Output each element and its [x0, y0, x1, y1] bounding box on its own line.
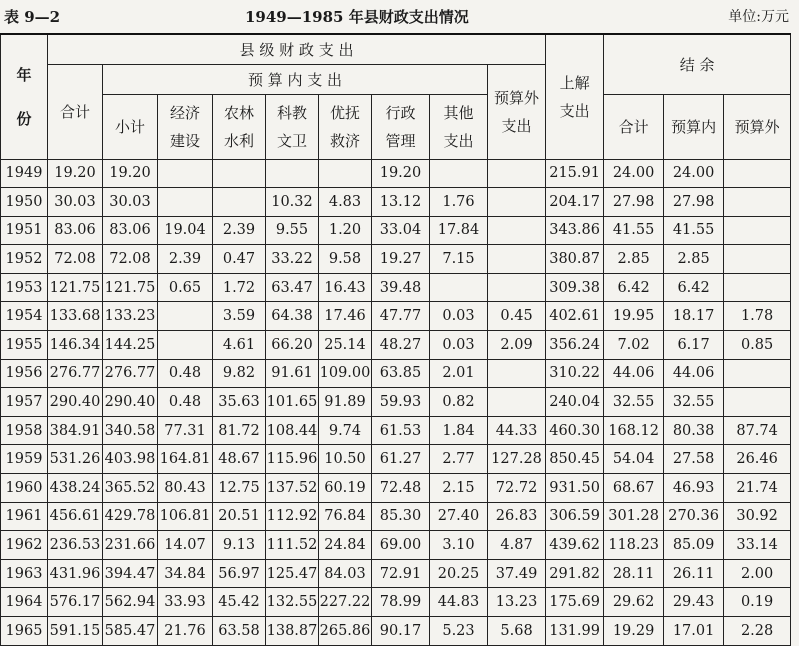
- table-cell: 215.91: [546, 159, 604, 188]
- table-cell: 265.86: [319, 617, 372, 646]
- table-cell: [488, 273, 546, 302]
- table-cell: 1.20: [319, 216, 372, 245]
- table-cell: 39.48: [372, 273, 430, 302]
- balance-extra-header: 预算外: [724, 94, 791, 159]
- table-cell: 168.12: [604, 416, 664, 445]
- table-cell: 112.92: [266, 502, 319, 531]
- table-cell: 21.74: [724, 474, 791, 503]
- year-cell: 1949: [1, 159, 48, 188]
- table-cell: 431.96: [48, 559, 103, 588]
- year-cell: 1958: [1, 416, 48, 445]
- table-cell: 2.09: [488, 331, 546, 360]
- year-cell: 1953: [1, 273, 48, 302]
- table-cell: 19.20: [48, 159, 103, 188]
- table-cell: 5.23: [430, 617, 488, 646]
- table-cell: 17.84: [430, 216, 488, 245]
- table-cell: 4.83: [319, 188, 372, 217]
- table-cell: 64.38: [266, 302, 319, 331]
- table-cell: 69.00: [372, 531, 430, 560]
- table-cell: [488, 388, 546, 417]
- table-cell: 403.98: [103, 445, 158, 474]
- agri-header-line1: 农林: [223, 103, 254, 122]
- table-cell: 72.91: [372, 559, 430, 588]
- table-cell: [488, 216, 546, 245]
- table-cell: 13.23: [488, 588, 546, 617]
- table-cell: 78.99: [372, 588, 430, 617]
- table-cell: 5.68: [488, 617, 546, 646]
- sci-header: [266, 94, 319, 159]
- table-cell: 133.68: [48, 302, 103, 331]
- econ-header: [158, 94, 213, 159]
- table-cell: [488, 245, 546, 274]
- table-cell: 21.76: [158, 617, 213, 646]
- table-cell: 365.52: [103, 474, 158, 503]
- table-cell: 87.74: [724, 416, 791, 445]
- table-cell: 9.58: [319, 245, 372, 274]
- table-cell: 118.23: [604, 531, 664, 560]
- table-cell: 37.49: [488, 559, 546, 588]
- table-cell: 106.81: [158, 502, 213, 531]
- table-cell: 2.39: [213, 216, 266, 245]
- table-cell: 2.15: [430, 474, 488, 503]
- table-title: 1949—1985 年县财政支出情况: [245, 8, 469, 26]
- table-row: [1, 474, 791, 503]
- table-row: [1, 216, 791, 245]
- table-cell: 9.13: [213, 531, 266, 560]
- table-cell: 227.22: [319, 588, 372, 617]
- table-row: [1, 531, 791, 560]
- table-cell: 91.61: [266, 359, 319, 388]
- table-cell: 48.27: [372, 331, 430, 360]
- table-cell: [724, 159, 791, 188]
- table-cell: 44.83: [430, 588, 488, 617]
- table-cell: 60.19: [319, 474, 372, 503]
- table-cell: [158, 159, 213, 188]
- table-cell: 20.25: [430, 559, 488, 588]
- table-cell: 44.33: [488, 416, 546, 445]
- table-cell: [724, 245, 791, 274]
- county-fiscal-header: 县 级 财 政 支 出: [48, 34, 546, 64]
- table-cell: 26.46: [724, 445, 791, 474]
- table-cell: 144.25: [103, 331, 158, 360]
- table-cell: 164.81: [158, 445, 213, 474]
- table-cell: 63.47: [266, 273, 319, 302]
- table-cell: 850.45: [546, 445, 604, 474]
- table-cell: 343.86: [546, 216, 604, 245]
- table-body: [1, 159, 791, 645]
- table-cell: 44.06: [604, 359, 664, 388]
- table-cell: 17.01: [664, 617, 724, 646]
- year-cell: 1963: [1, 559, 48, 588]
- table-cell: 270.36: [664, 502, 724, 531]
- table-cell: 301.28: [604, 502, 664, 531]
- table-cell: [724, 188, 791, 217]
- table-cell: 66.20: [266, 331, 319, 360]
- table-cell: 19.27: [372, 245, 430, 274]
- table-cell: 63.85: [372, 359, 430, 388]
- table-cell: 45.42: [213, 588, 266, 617]
- table-cell: 72.08: [48, 245, 103, 274]
- table-cell: 394.47: [103, 559, 158, 588]
- table-cell: 121.75: [48, 273, 103, 302]
- table-cell: 456.61: [48, 502, 103, 531]
- extra-budget-header: [488, 64, 546, 159]
- table-cell: 10.32: [266, 188, 319, 217]
- table-cell: 6.42: [664, 273, 724, 302]
- table-cell: 9.74: [319, 416, 372, 445]
- table-cell: 20.51: [213, 502, 266, 531]
- year-cell: 1961: [1, 502, 48, 531]
- table-cell: 146.34: [48, 331, 103, 360]
- table-cell: [488, 188, 546, 217]
- table-row: [1, 416, 791, 445]
- table-cell: 3.10: [430, 531, 488, 560]
- year-header-top: 年: [16, 65, 32, 84]
- table-cell: 59.93: [372, 388, 430, 417]
- table-row: [1, 588, 791, 617]
- table-cell: 931.50: [546, 474, 604, 503]
- table-cell: 30.92: [724, 502, 791, 531]
- admin-header-line2: 管理: [385, 131, 416, 150]
- table-cell: 380.87: [546, 245, 604, 274]
- table-cell: 19.20: [372, 159, 430, 188]
- table-cell: [488, 359, 546, 388]
- table-cell: 2.39: [158, 245, 213, 274]
- table-cell: 25.14: [319, 331, 372, 360]
- table-cell: 33.14: [724, 531, 791, 560]
- table-cell: [724, 273, 791, 302]
- table-row: [1, 445, 791, 474]
- table-cell: 6.42: [604, 273, 664, 302]
- table-cell: 276.77: [103, 359, 158, 388]
- table-cell: 27.40: [430, 502, 488, 531]
- table-cell: 101.65: [266, 388, 319, 417]
- table-cell: 7.15: [430, 245, 488, 274]
- table-cell: 54.04: [604, 445, 664, 474]
- table-cell: 402.61: [546, 302, 604, 331]
- year-cell: 1964: [1, 588, 48, 617]
- other-header-line1: 其他: [443, 103, 474, 122]
- table-cell: [488, 159, 546, 188]
- table-row: [1, 302, 791, 331]
- table-cell: 76.84: [319, 502, 372, 531]
- table-cell: 24.84: [319, 531, 372, 560]
- table-row: [1, 245, 791, 274]
- remit-header-line2: 支出: [559, 101, 590, 120]
- table-cell: 0.65: [158, 273, 213, 302]
- table-cell: [213, 188, 266, 217]
- table-cell: 4.87: [488, 531, 546, 560]
- table-cell: 276.77: [48, 359, 103, 388]
- table-cell: 0.19: [724, 588, 791, 617]
- table-cell: 562.94: [103, 588, 158, 617]
- table-cell: 83.06: [103, 216, 158, 245]
- other-header: [430, 94, 488, 159]
- year-header-bottom: 份: [16, 109, 32, 128]
- table-cell: 14.07: [158, 531, 213, 560]
- admin-header: [372, 94, 430, 159]
- table-cell: 9.55: [266, 216, 319, 245]
- table-cell: 240.04: [546, 388, 604, 417]
- balance-header: 结 余: [604, 34, 791, 94]
- table-row: [1, 617, 791, 646]
- table-cell: 83.06: [48, 216, 103, 245]
- year-cell: 1959: [1, 445, 48, 474]
- agri-header-line2: 水利: [223, 131, 254, 150]
- balance-total-header: 合计: [604, 94, 664, 159]
- table-cell: 61.53: [372, 416, 430, 445]
- table-cell: [430, 159, 488, 188]
- relief-header-line1: 优抚: [329, 103, 360, 122]
- table-number: 表 9—2: [4, 8, 61, 26]
- table-cell: [430, 273, 488, 302]
- table-cell: 121.75: [103, 273, 158, 302]
- table-row: [1, 331, 791, 360]
- table-cell: 1.72: [213, 273, 266, 302]
- table-cell: 61.27: [372, 445, 430, 474]
- table-row: [1, 502, 791, 531]
- table-cell: 48.67: [213, 445, 266, 474]
- table-cell: 33.93: [158, 588, 213, 617]
- table-cell: 384.91: [48, 416, 103, 445]
- table-cell: 46.93: [664, 474, 724, 503]
- table-cell: 16.43: [319, 273, 372, 302]
- year-cell: 1965: [1, 617, 48, 646]
- year-cell: 1957: [1, 388, 48, 417]
- table-cell: [724, 388, 791, 417]
- table-cell: 438.24: [48, 474, 103, 503]
- table-row: [1, 159, 791, 188]
- table-cell: 41.55: [664, 216, 724, 245]
- table-cell: 4.61: [213, 331, 266, 360]
- table-cell: 115.96: [266, 445, 319, 474]
- year-cell: 1962: [1, 531, 48, 560]
- table-cell: 108.44: [266, 416, 319, 445]
- table-row: [1, 559, 791, 588]
- table-cell: 34.84: [158, 559, 213, 588]
- remit-header-line1: 上解: [559, 73, 590, 92]
- table-cell: [158, 331, 213, 360]
- table-cell: 0.48: [158, 388, 213, 417]
- table-cell: 19.20: [103, 159, 158, 188]
- table-cell: 290.40: [103, 388, 158, 417]
- table-cell: 2.77: [430, 445, 488, 474]
- table-cell: 27.98: [664, 188, 724, 217]
- table-caption: [0, 0, 799, 30]
- table-cell: [158, 302, 213, 331]
- year-cell: 1955: [1, 331, 48, 360]
- subtotal-header: 小计: [103, 94, 158, 159]
- table-cell: 44.06: [664, 359, 724, 388]
- table-cell: 109.00: [319, 359, 372, 388]
- table-cell: 18.17: [664, 302, 724, 331]
- unit-label: 单位:万元: [728, 9, 789, 25]
- table-cell: 85.30: [372, 502, 430, 531]
- table-cell: 32.55: [604, 388, 664, 417]
- table-cell: 30.03: [103, 188, 158, 217]
- table-cell: 0.47: [213, 245, 266, 274]
- table-cell: 81.72: [213, 416, 266, 445]
- table-cell: 2.00: [724, 559, 791, 588]
- table-cell: 236.53: [48, 531, 103, 560]
- year-cell: 1952: [1, 245, 48, 274]
- agri-header: [213, 94, 266, 159]
- fiscal-table: [0, 33, 791, 646]
- table-cell: 0.48: [158, 359, 213, 388]
- table-cell: 41.55: [604, 216, 664, 245]
- table-cell: [724, 216, 791, 245]
- table-cell: 585.47: [103, 617, 158, 646]
- table-cell: 132.55: [266, 588, 319, 617]
- table-cell: 30.03: [48, 188, 103, 217]
- remit-header: [546, 34, 604, 159]
- sci-header-line2: 文卫: [276, 131, 307, 150]
- table-cell: 131.99: [546, 617, 604, 646]
- table-cell: 591.15: [48, 617, 103, 646]
- table-cell: 29.62: [604, 588, 664, 617]
- table-header: [1, 34, 791, 159]
- table-cell: 2.01: [430, 359, 488, 388]
- table-cell: 576.17: [48, 588, 103, 617]
- table-cell: 306.59: [546, 502, 604, 531]
- table-cell: 2.85: [604, 245, 664, 274]
- table-cell: 231.66: [103, 531, 158, 560]
- table-cell: 6.17: [664, 331, 724, 360]
- table-cell: 80.38: [664, 416, 724, 445]
- table-cell: 356.24: [546, 331, 604, 360]
- table-cell: 1.78: [724, 302, 791, 331]
- table-cell: 27.98: [604, 188, 664, 217]
- table-cell: 291.82: [546, 559, 604, 588]
- table-cell: 19.95: [604, 302, 664, 331]
- table-cell: 26.83: [488, 502, 546, 531]
- table-row: [1, 388, 791, 417]
- table-cell: 1.76: [430, 188, 488, 217]
- table-cell: 72.72: [488, 474, 546, 503]
- table-cell: 439.62: [546, 531, 604, 560]
- table-cell: 310.22: [546, 359, 604, 388]
- table-cell: 7.02: [604, 331, 664, 360]
- table-cell: 80.43: [158, 474, 213, 503]
- table-cell: 175.69: [546, 588, 604, 617]
- table-cell: [319, 159, 372, 188]
- table-cell: 77.31: [158, 416, 213, 445]
- table-cell: 0.45: [488, 302, 546, 331]
- table-cell: 204.17: [546, 188, 604, 217]
- table-cell: [266, 159, 319, 188]
- table-cell: 3.59: [213, 302, 266, 331]
- table-cell: 19.29: [604, 617, 664, 646]
- table-cell: 9.82: [213, 359, 266, 388]
- year-cell: 1950: [1, 188, 48, 217]
- table-cell: [724, 359, 791, 388]
- table-cell: 17.46: [319, 302, 372, 331]
- table-row: [1, 359, 791, 388]
- year-header: [1, 34, 48, 159]
- year-cell: 1954: [1, 302, 48, 331]
- table-cell: 28.11: [604, 559, 664, 588]
- table-cell: 133.23: [103, 302, 158, 331]
- table-cell: 0.82: [430, 388, 488, 417]
- year-cell: 1960: [1, 474, 48, 503]
- table-cell: 32.55: [664, 388, 724, 417]
- table-cell: [213, 159, 266, 188]
- table-cell: 1.84: [430, 416, 488, 445]
- extra-header-line2: 支出: [501, 116, 532, 135]
- year-cell: 1956: [1, 359, 48, 388]
- table-cell: 26.11: [664, 559, 724, 588]
- table-cell: 12.75: [213, 474, 266, 503]
- table-cell: 290.40: [48, 388, 103, 417]
- table-row: [1, 188, 791, 217]
- table-row: [1, 273, 791, 302]
- table-cell: 309.38: [546, 273, 604, 302]
- table-cell: 340.58: [103, 416, 158, 445]
- table-cell: 84.03: [319, 559, 372, 588]
- table-cell: 19.04: [158, 216, 213, 245]
- table-cell: [158, 188, 213, 217]
- table-cell: 137.52: [266, 474, 319, 503]
- table-cell: 10.50: [319, 445, 372, 474]
- table-cell: 0.85: [724, 331, 791, 360]
- table-cell: 127.28: [488, 445, 546, 474]
- table-cell: 13.12: [372, 188, 430, 217]
- table-cell: 91.89: [319, 388, 372, 417]
- econ-header-line2: 建设: [169, 131, 200, 150]
- balance-inner-header: 预算内: [664, 94, 724, 159]
- econ-header-line1: 经济: [169, 103, 200, 122]
- table-cell: 47.77: [372, 302, 430, 331]
- extra-header-line1: 预算外: [494, 88, 540, 107]
- table-cell: 56.97: [213, 559, 266, 588]
- table-cell: 85.09: [664, 531, 724, 560]
- admin-header-line1: 行政: [385, 103, 416, 122]
- total-header: 合计: [48, 64, 103, 159]
- other-header-line2: 支出: [443, 131, 474, 150]
- relief-header: [319, 94, 372, 159]
- table-cell: 429.78: [103, 502, 158, 531]
- relief-header-line2: 救济: [329, 131, 360, 150]
- table-cell: 68.67: [604, 474, 664, 503]
- table-cell: 24.00: [664, 159, 724, 188]
- table-cell: 35.63: [213, 388, 266, 417]
- table-cell: 125.47: [266, 559, 319, 588]
- table-cell: 29.43: [664, 588, 724, 617]
- table-cell: 460.30: [546, 416, 604, 445]
- table-cell: 90.17: [372, 617, 430, 646]
- table-cell: 27.58: [664, 445, 724, 474]
- sci-header-line1: 科教: [276, 103, 307, 122]
- table-cell: 2.28: [724, 617, 791, 646]
- table-cell: 0.03: [430, 302, 488, 331]
- table-cell: 0.03: [430, 331, 488, 360]
- table-cell: 72.08: [103, 245, 158, 274]
- year-cell: 1951: [1, 216, 48, 245]
- table-cell: 72.48: [372, 474, 430, 503]
- table-cell: 531.26: [48, 445, 103, 474]
- table-cell: 63.58: [213, 617, 266, 646]
- table-cell: 33.04: [372, 216, 430, 245]
- table-cell: 24.00: [604, 159, 664, 188]
- table-cell: 33.22: [266, 245, 319, 274]
- budget-inner-header: 预 算 内 支 出: [103, 64, 488, 94]
- table-cell: 2.85: [664, 245, 724, 274]
- table-cell: 111.52: [266, 531, 319, 560]
- table-cell: 138.87: [266, 617, 319, 646]
